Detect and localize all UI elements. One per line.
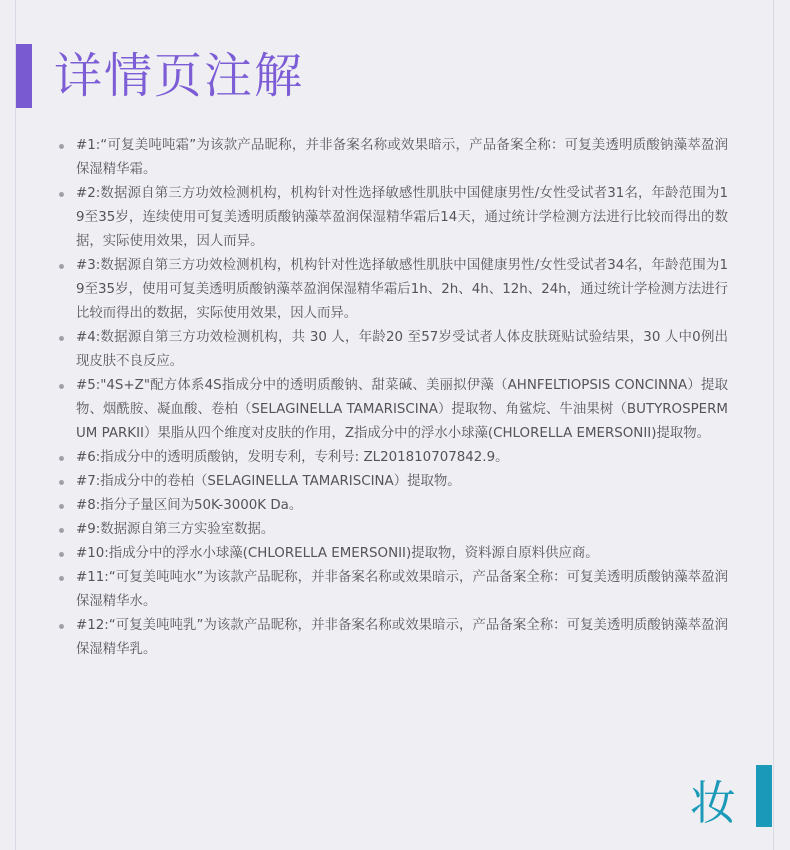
bullet-dot-icon [59, 504, 64, 509]
bullet-dot-icon [59, 480, 64, 485]
bullet-dot-icon [59, 384, 64, 389]
bullet-dot-icon [59, 624, 64, 629]
note-item [58, 494, 728, 518]
note-item [58, 446, 728, 470]
note-text: #10:指成分中的浮水小球藻(CHLORELLA EMERSONII)提取物，资料源自原料供应商。 [76, 546, 599, 561]
note-text: #5:"4S+Z"配方体系4S指成分中的透明质酸钠、甜菜碱、美丽拟伊藻（AHNFELTIOPSIS CONCINNA）提取物、烟酰胺、凝血酸、卷柏（SELAGINELLA TAMARISCINA）提取物、角鲨烷、牛油果树（BUTYROSPERMUM PARKII）果脂从四个维度对皮肤的作用，Z指成分中的浮水小球藻(CHLORELLA EMERSONII)提取物。 [76, 378, 728, 441]
left-border-line [15, 0, 16, 850]
right-border-line [773, 0, 774, 850]
note-text: #12:“可复美吨吨乳”为该款产品昵称，并非备案名称或效果暗示，产品备案全称：可复美透明质酸钠藻萃盈润保湿精华乳。 [76, 618, 728, 657]
bullet-dot-icon [59, 264, 64, 269]
note-item [58, 374, 728, 446]
note-item [58, 614, 728, 662]
note-text: #3:数据源自第三方功效检测机构，机构针对性选择敏感性肌肤中国健康男性/女性受试者34名，年龄范围为19至35岁，使用可复美透明质酸钠藻萃盈润保湿精华霜后1h、2h、4h、12h、24h，通过统计学检测方法进行比较而得出的数据，实际使用效果，因人而异。 [76, 258, 728, 321]
page-title: 详情页注解 [54, 48, 305, 104]
title-accent-bar [16, 44, 32, 108]
note-text: #1:“可复美吨吨霜”为该款产品昵称，并非备案名称或效果暗示，产品备案全称：可复美透明质酸钠藻萃盈润保湿精华霜。 [76, 138, 728, 177]
note-item [58, 542, 728, 566]
bullet-dot-icon [59, 552, 64, 557]
bullet-dot-icon [59, 456, 64, 461]
note-text: #2:数据源自第三方功效检测机构，机构针对性选择敏感性肌肤中国健康男性/女性受试者31名，年龄范围为19至35岁，连续使用可复美透明质酸钠藻萃盈润保湿精华霜后14天，通过统计学检测方法进行比较而得出的数据，实际使用效果，因人而异。 [76, 186, 728, 249]
note-text: #4:数据源自第三方功效检测机构，共 30 人，年龄20 至57岁受试者人体皮肤斑贴试验结果，30 人中0例出现皮肤不良反应。 [76, 330, 728, 369]
note-text: #6:指成分中的透明质酸钠，发明专利，专利号: ZL201810707842.9。 [76, 450, 509, 465]
note-item [58, 566, 728, 614]
brand-character: 妆 [690, 776, 736, 830]
bullet-dot-icon [59, 336, 64, 341]
bullet-dot-icon [59, 144, 64, 149]
note-text: #9:数据源自第三方实验室数据。 [76, 522, 275, 537]
brand-accent-bar [756, 765, 772, 827]
note-text: #8:指分子量区间为50K-3000K Da。 [76, 498, 303, 513]
note-text: #11:“可复美吨吨水”为该款产品昵称，并非备案名称或效果暗示，产品备案全称：可复美透明质酸钠藻萃盈润保湿精华水。 [76, 570, 728, 609]
bullet-dot-icon [59, 192, 64, 197]
bullet-dot-icon [59, 576, 64, 581]
note-item [58, 254, 728, 326]
note-item [58, 518, 728, 542]
bullet-dot-icon [59, 528, 64, 533]
note-item [58, 134, 728, 182]
note-item [58, 326, 728, 374]
notes-list [58, 134, 728, 662]
note-text: #7:指成分中的卷柏（SELAGINELLA TAMARISCINA）提取物。 [76, 474, 461, 489]
note-item [58, 470, 728, 494]
note-item [58, 182, 728, 254]
